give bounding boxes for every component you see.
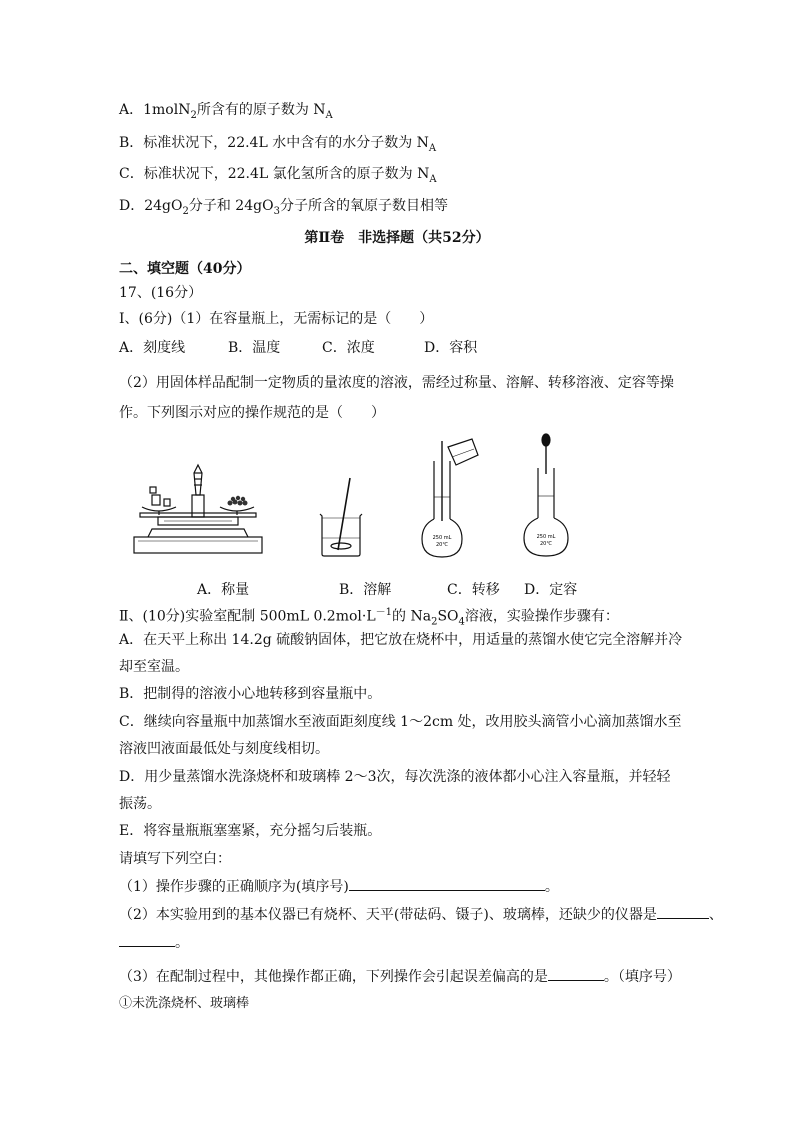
question-17-i2-line2: 作。下列图示对应的操作规范的是（ ） bbox=[119, 405, 385, 421]
fill-question-1 bbox=[119, 876, 559, 897]
option-a-sub: 2 bbox=[190, 109, 197, 121]
option-d-sub2: 3 bbox=[273, 205, 280, 217]
option-c bbox=[119, 164, 437, 190]
step-a-line1: A．在天平上称出 14.2g 硫酸钠固体，把它放在烧杯中，用适量的蒸馏水使它完全溶解并冷 bbox=[119, 632, 683, 648]
fill3-text: （3）在配制过程中，其他操作都正确，下列操作会引起误差偏高的是 bbox=[119, 969, 548, 985]
fill1-end: 。 bbox=[544, 879, 559, 895]
part2-title: 第Ⅱ卷 非选择题（共52分） bbox=[304, 230, 490, 246]
fill3-end: 。（填序号） bbox=[603, 969, 681, 985]
fill2-sep: 、 bbox=[708, 907, 723, 923]
caption-d: D．定容 bbox=[524, 582, 578, 598]
fill-question-2-cont bbox=[119, 932, 189, 953]
transfer-flask-label-1: 250 mL bbox=[432, 535, 452, 541]
step-b: B．把制得的溶液小心地转移到容量瓶中。 bbox=[119, 686, 382, 702]
caption-b: B．溶解 bbox=[339, 582, 392, 598]
step-d-line2: 振荡。 bbox=[119, 796, 161, 812]
option-c-text: C．标准状况下，22.4L 氯化氢所含的原子数为 N bbox=[119, 166, 430, 182]
volume-flask-label-1: 250 mL bbox=[536, 534, 556, 540]
beaker-figure bbox=[316, 476, 366, 558]
q17-i-option-d: D．容积 bbox=[424, 340, 478, 356]
fill3-blank[interactable] bbox=[548, 966, 604, 981]
q17-ii-sub1: 2 bbox=[431, 616, 438, 628]
option-a bbox=[119, 100, 333, 126]
option-d-tail: 分子所含的氧原子数目相等 bbox=[279, 198, 448, 214]
option-d-mid: 分子和 24gO bbox=[188, 198, 274, 214]
option-a-na-sub: A bbox=[325, 109, 333, 121]
q17-i-option-a: A．刻度线 bbox=[119, 340, 186, 356]
step-e: E．将容量瓶瓶塞塞紧，充分摇匀后装瓶。 bbox=[119, 823, 382, 839]
fill2-text: （2）本实验用到的基本仪器已有烧杯、天平(带砝码、镊子)、玻璃棒，还缺少的仪器是 bbox=[119, 907, 657, 923]
transfer-figure bbox=[420, 437, 482, 559]
section2-title: 二、填空题（40分） bbox=[119, 261, 251, 277]
volume-figure bbox=[520, 432, 572, 558]
fill1-text: （1）操作步骤的正确顺序为(填序号) bbox=[119, 879, 349, 895]
option-c-na-sub: A bbox=[429, 173, 437, 185]
fill3-item-1: ①未洗涤烧杯、玻璃棒 bbox=[119, 996, 250, 1011]
question-17: 17、(16分） bbox=[119, 285, 203, 301]
fill2-blank-1[interactable] bbox=[657, 904, 709, 919]
option-a-text: A．1molN bbox=[119, 102, 191, 118]
fill-question-2 bbox=[119, 904, 723, 925]
question-17-ii bbox=[119, 603, 619, 632]
option-d-sub1: 2 bbox=[182, 205, 189, 217]
q17-i-option-b: B．温度 bbox=[228, 340, 281, 356]
option-b bbox=[119, 133, 436, 159]
caption-a: A．称量 bbox=[197, 582, 250, 598]
step-c-line1: C．继续向容量瓶中加蒸馏水至液面距刻度线 1～2cm 处，改用胶头滴管小心滴加蒸馏水至 bbox=[119, 714, 682, 730]
q17-ii-sup: －1 bbox=[375, 607, 393, 618]
fill-question-3 bbox=[119, 966, 681, 987]
option-b-text: B．标准状况下，22.4L 水中含有的水分子数为 N bbox=[119, 135, 429, 151]
volume-flask-label-2: 20℃ bbox=[540, 541, 552, 547]
question-17-i: Ⅰ、(6分)（1）在容量瓶上，无需标记的是（ ） bbox=[119, 311, 434, 327]
option-b-na-sub: A bbox=[428, 142, 437, 154]
option-d bbox=[119, 196, 448, 222]
fill-prompt: 请填写下列空白： bbox=[119, 851, 231, 867]
q17-ii-sub2: 4 bbox=[458, 616, 465, 628]
option-d-head: D．24gO bbox=[119, 198, 183, 214]
option-a-tail: 所含有的原子数为 N bbox=[196, 102, 326, 118]
transfer-flask-label-2: 20℃ bbox=[436, 542, 448, 548]
q17-ii-text-b: 的 Na bbox=[392, 608, 432, 625]
fill2-blank-2[interactable] bbox=[119, 932, 175, 947]
step-a-line2: 却至室温。 bbox=[119, 659, 189, 675]
q17-ii-text-d: 溶液，实验操作步骤有： bbox=[464, 608, 619, 625]
q17-ii-text-c: SO bbox=[437, 608, 459, 625]
caption-c: C．转移 bbox=[447, 582, 500, 598]
fill1-blank[interactable] bbox=[349, 876, 545, 891]
step-c-line2: 溶液凹液面最低处与刻度线相切。 bbox=[119, 741, 329, 757]
fill2-end: 。 bbox=[175, 935, 189, 951]
q17-i-option-c: C．浓度 bbox=[322, 340, 375, 356]
step-d-line1: D．用少量蒸馏水洗涤烧杯和玻璃棒 2～3次，每次洗涤的液体都小心注入容量瓶，并轻轻 bbox=[119, 769, 671, 785]
q17-ii-text-a: Ⅱ、(10分)实验室配制 500mL 0.2mol·L bbox=[119, 608, 376, 625]
balance-figure bbox=[128, 455, 268, 560]
question-17-i2-line1: （2）用固体样品配制一定物质的量浓度的溶液，需经过称量、溶解、转移溶液、定容等操 bbox=[119, 375, 674, 391]
